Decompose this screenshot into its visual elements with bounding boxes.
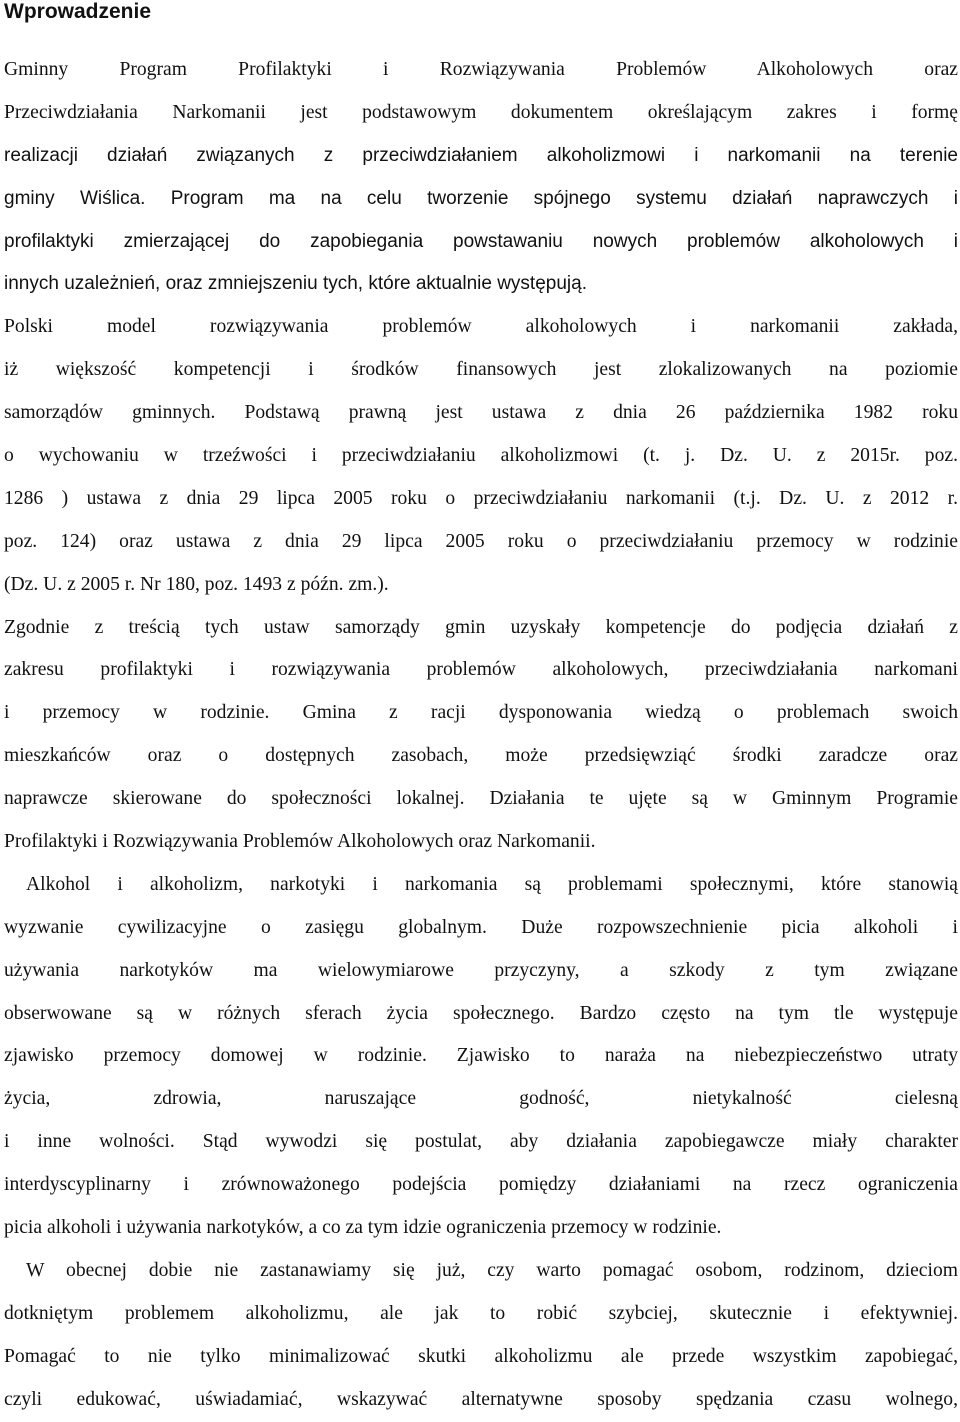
text-line: Pomagać to nie tylko minimalizować skutki alkoholizmu ale przede wszystkim zapobiegać, (4, 1345, 958, 1367)
text-line: interdyscyplinarny i zrównoważonego podejścia pomiędzy działaniami na rzecz ograniczenia (4, 1174, 958, 1196)
text-line: czyli edukować, uświadamiać, wskazywać alternatywne sposoby spędzania czasu wolnego, (4, 1388, 958, 1410)
text-line: W obecnej dobie nie zastanawiamy się już, czy warto pomagać osobom, rodzinom, dzieciom (26, 1259, 958, 1281)
text-line: Przeciwdziałania Narkomanii jest podstawowym dokumentem określającym zakres i formę (4, 101, 958, 123)
text-line: zakresu profilaktyki i rozwiązywania problemów alkoholowych, przeciwdziałania narkomani (4, 659, 958, 681)
text-line: gminy Wiślica. Program ma na celu tworzenie spójnego systemu działań naprawczych i (4, 187, 958, 209)
text-line: innych uzależnień, oraz zmniejszeniu tych, które aktualnie występują. (4, 273, 587, 295)
document-body (4, 49, 958, 1422)
text-line: Zgodnie z treścią tych ustaw samorządy gmin uzyskały kompetencje do podjęcia działań z (4, 616, 958, 638)
text-line: Polski model rozwiązywania problemów alkoholowych i narkomanii zakłada, (4, 316, 958, 338)
text-line: realizacji działań związanych z przeciwdziałaniem alkoholizmowi i narkomanii na terenie (4, 144, 958, 166)
text-line: Alkohol i alkoholizm, narkotyki i narkomania są problemami społecznymi, które stanowią (26, 873, 958, 895)
text-line: profilaktyki zmierzającej do zapobiegania powstawaniu nowych problemów alkoholowych i (4, 230, 958, 252)
text-line: 1286 ) ustawa z dnia 29 lipca 2005 roku o przeciwdziałaniu narkomanii (t.j. Dz. U. z 2012 r. (4, 487, 958, 509)
text-line: iż większość kompetencji i środków finansowych jest zlokalizowanych na poziomie (4, 359, 958, 381)
text-line: naprawcze skierowane do społeczności lokalnej. Działania te ujęte są w Gminnym Programie (4, 788, 958, 810)
text-line: używania narkotyków ma wielowymiarowe przyczyny, a szkody z tym związane (4, 959, 958, 981)
text-line: wyzwanie cywilizacyjne o zasięgu globalnym. Duże rozpowszechnienie picia alkoholi i (4, 916, 958, 938)
text-line: poz. 124) oraz ustawa z dnia 29 lipca 2005 roku o przeciwdziałaniu przemocy w rodzinie (4, 530, 958, 552)
text-line: (Dz. U. z 2005 r. Nr 180, poz. 1493 z późn. zm.). (4, 573, 389, 595)
section-heading: Wprowadzenie (4, 0, 152, 23)
text-line: zjawisko przemocy domowej w rodzinie. Zjawisko to naraża na niebezpieczeństwo utraty (4, 1045, 958, 1067)
text-line: picia alkoholi i używania narkotyków, a co za tym idzie ograniczenia przemocy w rodzinie. (4, 1217, 722, 1239)
text-line: o wychowaniu w trzeźwości i przeciwdziałaniu alkoholizmowi (t. j. Dz. U. z 2015r. poz. (4, 445, 958, 467)
text-line: mieszkańców oraz o dostępnych zasobach, może przedsięwziąć środki zaradcze oraz (4, 745, 958, 767)
text-line: obserwowane są w różnych sferach życia społecznego. Bardzo często na tym tle występuje (4, 1002, 958, 1024)
text-line: życia, zdrowia, naruszające godność, nietykalność cielesną (4, 1088, 958, 1110)
text-line: samorządów gminnych. Podstawą prawną jest ustawa z dnia 26 października 1982 roku (4, 402, 958, 424)
text-line: Profilaktyki i Rozwiązywania Problemów Alkoholowych oraz Narkomanii. (4, 831, 596, 853)
text-line: dotkniętym problemem alkoholizmu, ale jak to robić szybciej, skutecznie i efektywniej. (4, 1302, 958, 1324)
text-line: i przemocy w rodzinie. Gmina z racji dysponowania wiedzą o problemach swoich (4, 702, 958, 724)
text-line: i inne wolności. Stąd wywodzi się postulat, aby działania zapobiegawcze miały charakter (4, 1131, 958, 1153)
text-line: Gminny Program Profilaktyki i Rozwiązywania Problemów Alkoholowych oraz (4, 59, 958, 80)
